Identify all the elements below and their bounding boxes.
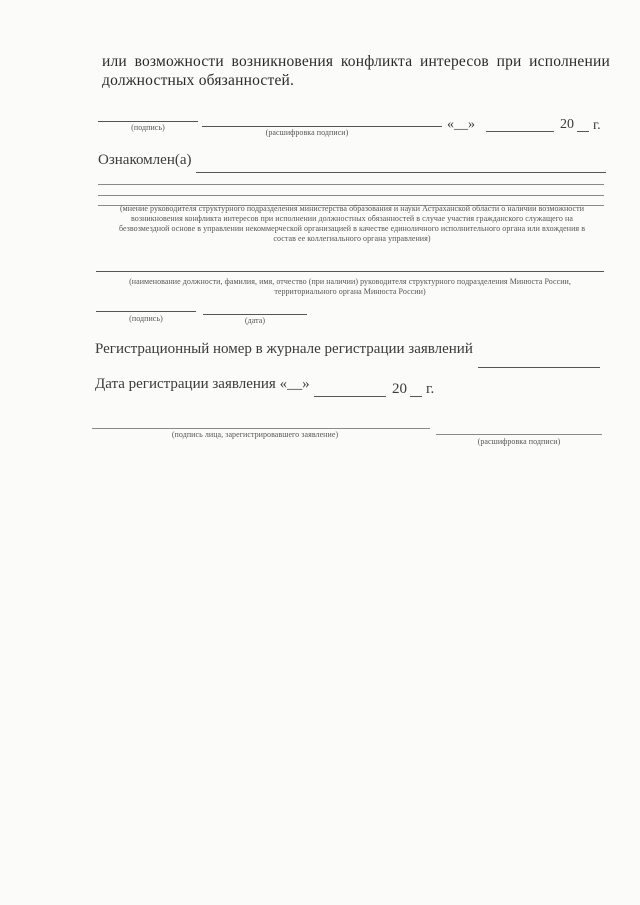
opinion-caption-line-3: безвозмездной основе в управлении некоммерческой организацией в качестве единоличного исполнительного органа или вхождения в (118, 224, 586, 233)
opinion-line-2 (98, 195, 604, 196)
opinion-caption-line-4: состав ее коллегиального органа управления) (273, 234, 431, 243)
registration-year-suffix: г. (426, 381, 435, 397)
registrar-signature-line (92, 428, 430, 429)
date-line-2 (203, 314, 307, 315)
registration-number-label: Регистрационный номер в журнале регистрации заявлений (95, 341, 473, 357)
registrar-decoding-line (436, 434, 602, 435)
decoding-caption: (расшифровка подписи) (265, 128, 349, 137)
year-line (577, 131, 589, 132)
registration-year-line (410, 396, 422, 397)
head-caption (96, 277, 604, 297)
signature-caption-2: (подпись) (129, 314, 163, 323)
signature-line-2 (96, 311, 196, 312)
year-prefix: 20 (560, 117, 574, 132)
signature-line (98, 121, 198, 122)
registrar-decoding-caption: (расшифровка подписи) (477, 437, 561, 446)
head-caption-line-1: (наименование должности, фамилия, имя, отчество (при наличии) руководителя структурного подразделения Минюста России, (129, 277, 571, 286)
intro-line-2: должностных обязанностей. (102, 72, 295, 89)
opinion-caption-line-2: возникновения конфликта интересов при исполнении должностных обязанностей в случае участия гражданского служащего на (131, 214, 573, 223)
intro-line-1: или возможности возникновения конфликта интересов при исполнении (102, 53, 610, 70)
month-line (486, 131, 554, 132)
date-caption-2: (дата) (244, 316, 266, 325)
opinion-caption (98, 204, 606, 244)
year-suffix: г. (593, 118, 601, 133)
head-caption-line-2: территориального органа Минюста России) (274, 287, 426, 296)
registration-month-line (314, 396, 386, 397)
head-line (96, 271, 604, 272)
acknowledged-line (196, 172, 606, 173)
registration-date-label: Дата регистрации заявления «__» (95, 376, 310, 392)
acknowledged-label: Ознакомлен(а) (98, 152, 192, 168)
date-quotes: «__» (447, 117, 475, 132)
registration-number-line (478, 367, 600, 368)
decoding-line (202, 126, 442, 127)
signature-caption: (подпись) (131, 123, 165, 132)
opinion-line-1 (98, 184, 604, 185)
registration-year-prefix: 20 (392, 381, 407, 397)
registrar-caption: (подпись лица, зарегистрировавшего заявление) (171, 430, 339, 439)
opinion-caption-line-1: (мнение руководителя структурного подразделения министерства образования и науки Астраханской области о наличии возможности (119, 204, 585, 213)
